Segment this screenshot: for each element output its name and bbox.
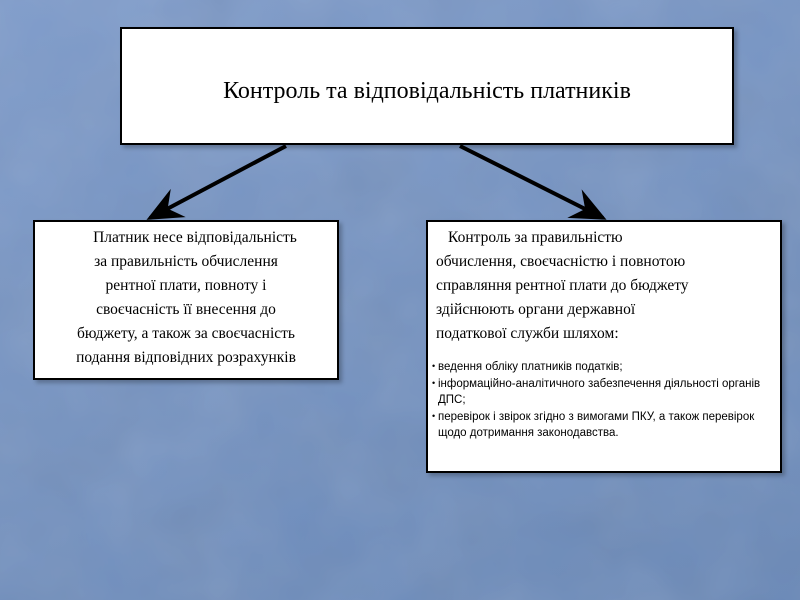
text-line: Платник несе відповідальність: [93, 229, 297, 246]
diagram-title: Контроль та відповідальність платників: [223, 77, 631, 104]
text-line: своєчасність її внесення до: [96, 301, 276, 318]
text-line: податкової служби шляхом:: [436, 325, 619, 342]
text-line: справляння рентної плати до бюджету: [436, 277, 689, 294]
list-item: • перевірок і звірок згідно з вимогами ПКУ, а також перевірок щодо дотримання законодавства.: [428, 408, 774, 441]
taxpayer-responsibility-box: [33, 220, 339, 380]
text-line: бюджету, а також за своєчасність: [76, 325, 295, 342]
text-line: рентної плати, повноту і: [105, 277, 267, 294]
tax-control-box: [426, 220, 782, 473]
list-item: • ведення обліку платників податків;: [428, 358, 774, 375]
text-line: обчислення, своєчасністю і повнотою: [436, 253, 686, 270]
list-item: • інформаційно-аналітичного забезпечення діяльності органів ДПС;: [428, 375, 774, 408]
text-line: здійснюють органи державної: [436, 301, 636, 318]
title-box: [120, 27, 734, 145]
tax-control-intro: [436, 226, 772, 346]
taxpayer-responsibility-text: [41, 226, 331, 370]
text-line: за правильність обчислення: [94, 253, 278, 270]
control-methods-list: [428, 358, 780, 441]
text-line: Контроль за правильністю: [448, 229, 623, 246]
text-line: подання відповідних розрахунків: [76, 349, 296, 366]
